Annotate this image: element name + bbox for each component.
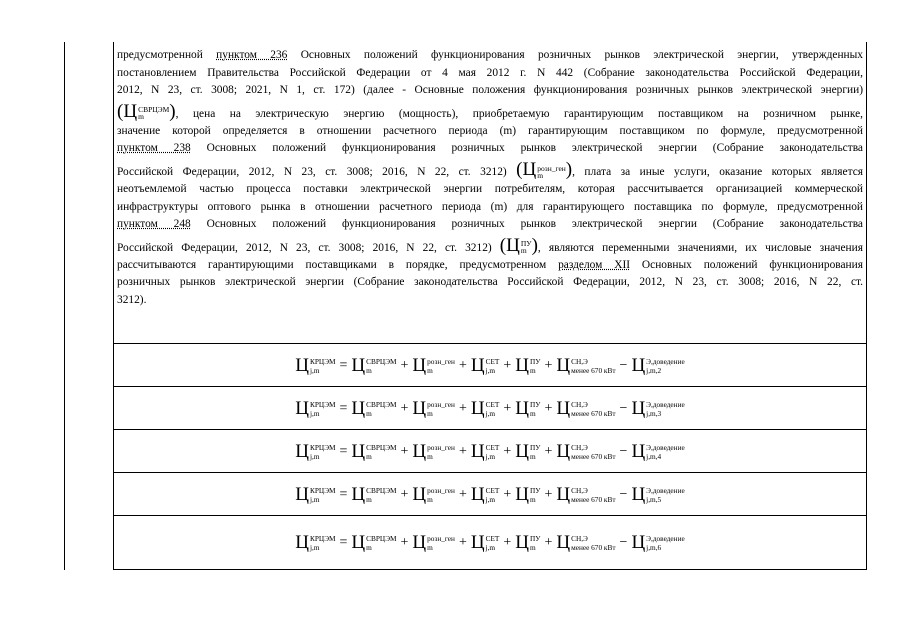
formula-operator: + bbox=[503, 357, 512, 373]
table-left-border bbox=[64, 42, 65, 570]
formula-operator: − bbox=[619, 400, 628, 416]
text-line: рассчитываются гарантирующими поставщиками в порядке, предусмотренном разделом XII Основных положений функционирования bbox=[117, 258, 863, 271]
link-punkt-248[interactable]: пунктом 248 bbox=[117, 218, 191, 231]
term-krcem: Ц КРЦЭМ j,m bbox=[295, 532, 336, 553]
term-sn-e: Ц СН,Э менее 670 кВт bbox=[556, 398, 616, 419]
term-rozn-gen: Ц розн_ген m bbox=[412, 532, 455, 553]
symbol-price-rozn-gen: (Ц розн_ген m ) bbox=[516, 158, 573, 180]
term-krcem: Ц КРЦЭМ j,m bbox=[295, 484, 336, 505]
formula-row bbox=[117, 430, 863, 473]
term-pu: Ц ПУ m bbox=[515, 484, 541, 505]
formula-operator: = bbox=[339, 443, 348, 459]
text-line: Российской Федерации, 2012, N 23, ст. 3008; 2016, N 22, ст. 3212) (Ц розн_ген m ), плата за иные услуги, оказание которых является bbox=[117, 158, 863, 180]
formula-operator: = bbox=[339, 534, 348, 550]
term-e-dovedenie: Ц Э,доведение j,m,6 bbox=[631, 532, 685, 553]
link-razdel-xii[interactable]: разделом XII bbox=[558, 258, 631, 271]
formula-operator: + bbox=[544, 486, 553, 502]
term-svrcem: Ц СВРЦЭМ m bbox=[351, 398, 397, 419]
text-line: 3212). bbox=[117, 293, 147, 306]
term-krcem: Ц КРЦЭМ j,m bbox=[295, 355, 336, 376]
formula-operator: + bbox=[544, 357, 553, 373]
text-line: Российской Федерации, 2012, N 23, ст. 3008; 2016, N 22, ст. 3212) (Ц ПУ m ), являются переменными значениями, их числовые значения bbox=[117, 234, 863, 256]
term-sn-e: Ц СН,Э менее 670 кВт bbox=[556, 441, 616, 462]
text-line: инфраструктуры оптового рынка в отношении расчетного периода (m) для гарантирующего поставщика по формуле, предусмотренной bbox=[117, 200, 863, 213]
term-sn-e: Ц СН,Э менее 670 кВт bbox=[556, 355, 616, 376]
formula-operator: + bbox=[458, 486, 467, 502]
formula-operator: + bbox=[458, 400, 467, 416]
formula-row bbox=[117, 516, 863, 569]
formula-operator: + bbox=[400, 357, 409, 373]
term-rozn-gen: Ц розн_ген m bbox=[412, 441, 455, 462]
term-svrcem: Ц СВРЦЭМ m bbox=[351, 532, 397, 553]
formula-operator: − bbox=[619, 443, 628, 459]
text-line: пунктом 248 Основных положений функционирования розничных рынков электрической энергии (Собрание законодательства bbox=[117, 218, 863, 231]
term-e-dovedenie: Ц Э,доведение j,m,5 bbox=[631, 484, 685, 505]
term-krcem: Ц КРЦЭМ j,m bbox=[295, 441, 336, 462]
formula-row bbox=[117, 473, 863, 516]
text-line: розничных рынков электрической энергии (Собрание законодательства Российской Федерации, 2012, N 23, ст. 3008; 2016, N 22, ст. bbox=[117, 276, 863, 289]
term-e-dovedenie: Ц Э,доведение j,m,2 bbox=[631, 355, 685, 376]
formula-operator: − bbox=[619, 534, 628, 550]
formula-operator: = bbox=[339, 486, 348, 502]
text-line: значение которой определяется в отношении расчетного периода (m) гарантирующим поставщиком по формуле, предусмотренной bbox=[117, 124, 863, 137]
term-set: Ц СЕТ j,m bbox=[470, 398, 500, 419]
term-pu: Ц ПУ m bbox=[515, 355, 541, 376]
formula-operator: + bbox=[400, 534, 409, 550]
term-rozn-gen: Ц розн_ген m bbox=[412, 398, 455, 419]
formula-operator: = bbox=[339, 357, 348, 373]
symbol-price-pu: (Ц ПУ m ) bbox=[499, 234, 538, 256]
text-line: постановлением Правительства Российской Федерации от 4 мая 2012 г. N 442 (Собрание законодательства Российской Федерации, bbox=[117, 66, 863, 79]
formula-operator: + bbox=[503, 400, 512, 416]
link-punkt-236[interactable]: пунктом 236 bbox=[216, 49, 288, 61]
term-set: Ц СЕТ j,m bbox=[470, 532, 500, 553]
term-krcem: Ц КРЦЭМ j,m bbox=[295, 398, 336, 419]
text-line: пунктом 238 Основных положений функционирования розничных рынков электрической энергии (Собрание законодательства bbox=[117, 142, 863, 155]
formula-operator: + bbox=[458, 443, 467, 459]
formula-row bbox=[117, 387, 863, 430]
term-set: Ц СЕТ j,m bbox=[470, 355, 500, 376]
term-rozn-gen: Ц розн_ген m bbox=[412, 484, 455, 505]
formula-operator: + bbox=[544, 534, 553, 550]
formula-operator: + bbox=[503, 534, 512, 550]
link-punkt-238[interactable]: пунктом 238 bbox=[117, 142, 191, 155]
formula-operator: + bbox=[503, 486, 512, 502]
paragraph-text bbox=[117, 47, 863, 310]
formula-operator: − bbox=[619, 486, 628, 502]
formula-operator: + bbox=[400, 486, 409, 502]
term-e-dovedenie: Ц Э,доведение j,m,4 bbox=[631, 441, 685, 462]
formula-operator: + bbox=[503, 443, 512, 459]
formula-operator: + bbox=[400, 400, 409, 416]
formula-operator: = bbox=[339, 400, 348, 416]
term-sn-e: Ц СН,Э менее 670 кВт bbox=[556, 484, 616, 505]
formula-row bbox=[117, 344, 863, 387]
table-right-border bbox=[866, 42, 867, 570]
term-pu: Ц ПУ m bbox=[515, 532, 541, 553]
formula-operator: + bbox=[458, 534, 467, 550]
term-svrcem: Ц СВРЦЭМ m bbox=[351, 484, 397, 505]
table-column-divider bbox=[113, 42, 114, 570]
term-e-dovedenie: Ц Э,доведение j,m,3 bbox=[631, 398, 685, 419]
term-pu: Ц ПУ m bbox=[515, 441, 541, 462]
term-svrcem: Ц СВРЦЭМ m bbox=[351, 355, 397, 376]
text-line: неотъемлемой частью процесса поставки электрической энергии потребителям, которая рассчитывается организацией коммерческой bbox=[117, 182, 863, 195]
formula-operator: + bbox=[544, 443, 553, 459]
term-set: Ц СЕТ j,m bbox=[470, 484, 500, 505]
term-rozn-gen: Ц розн_ген m bbox=[412, 355, 455, 376]
term-pu: Ц ПУ m bbox=[515, 398, 541, 419]
term-svrcem: Ц СВРЦЭМ m bbox=[351, 441, 397, 462]
formula-operator: + bbox=[400, 443, 409, 459]
formula-operator: − bbox=[619, 357, 628, 373]
term-sn-e: Ц СН,Э менее 670 кВт bbox=[556, 532, 616, 553]
formula-operator: + bbox=[458, 357, 467, 373]
text-line: предусмотренной пунктом 236 Основных положений функционирования розничных рынков электрической энергии, утвержденных bbox=[117, 49, 863, 61]
formula-operator: + bbox=[544, 400, 553, 416]
text-line: 2012, N 23, ст. 3008; 2021, N 1, ст. 172) (далее - Основные положения функционирования розничных рынков электрической энергии) bbox=[117, 84, 863, 97]
term-set: Ц СЕТ j,m bbox=[470, 441, 500, 462]
text-line: (Ц СВРЦЭМ m ), цена на электрическую энергию (мощность), приобретаемую гарантирующим поставщиком на розничном рынке, bbox=[117, 100, 863, 122]
symbol-price-svrcem: (Ц СВРЦЭМ m ) bbox=[117, 100, 176, 122]
table-bottom-border bbox=[113, 569, 867, 570]
